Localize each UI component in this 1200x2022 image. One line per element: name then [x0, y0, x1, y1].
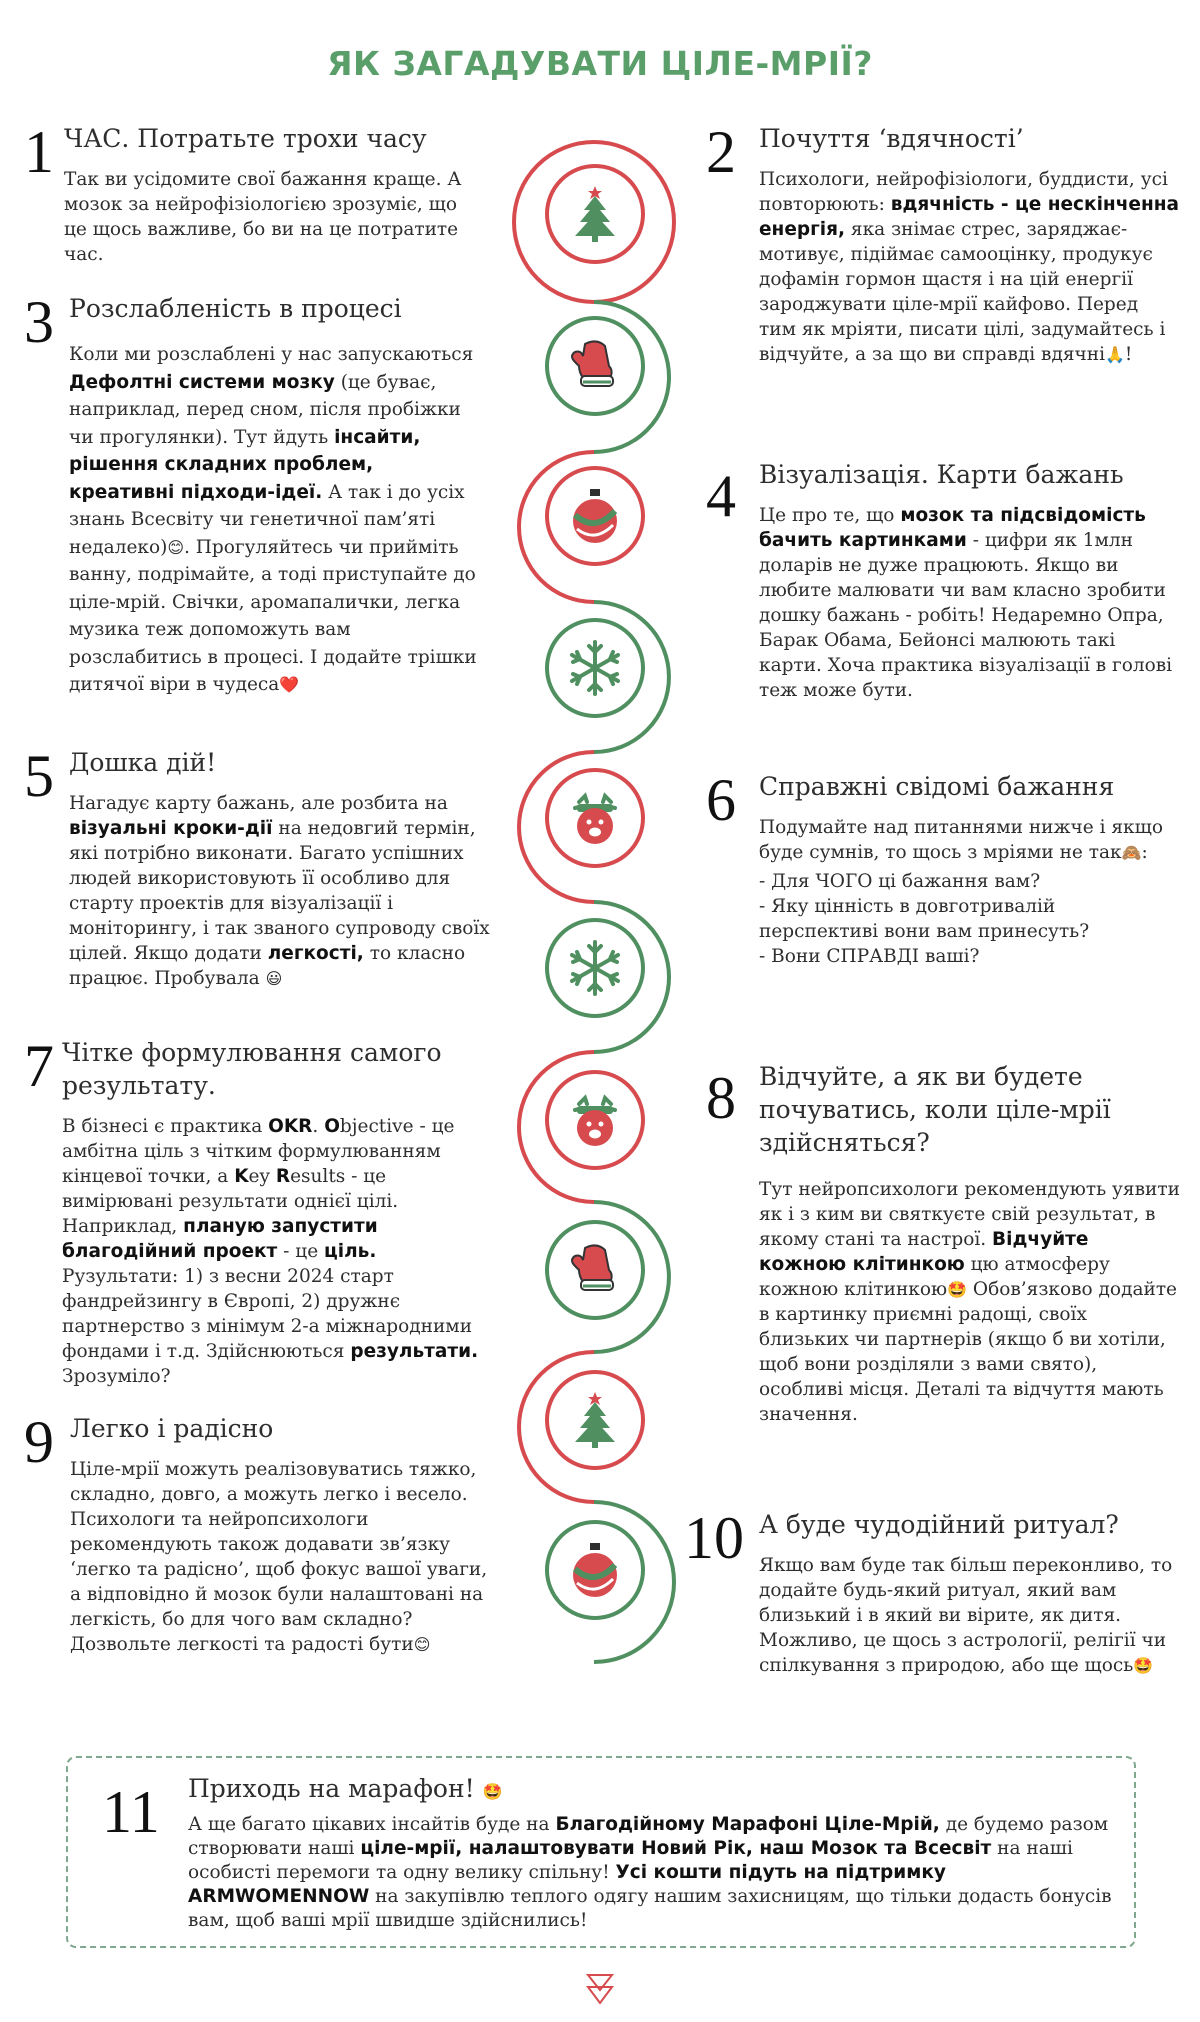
item-body: Нагадує карту бажань, але розбита на візуальні кроки-дії на недовгий термін, які потрібно виконати. Багато успішних людей використовують її особливо для старту проектів для візуалізації і моніторингу, і так званого супроводу своїх цілей. Якщо додати легкості, то класно працює. Пробувала 😃	[69, 793, 490, 989]
item-heading: Легко і радісно	[70, 1414, 274, 1443]
item-body: Коли ми розслаблені у нас запускаються Дефолтні системи мозку (це буває, наприклад, перед сном, після пробіжки чи прогулянки). Тут йдуть інсайти, рішення складних проблем, креативні підходи-ідеї. А так і до усіх знань Всесвіту чи генетичної пам’яті недалеко)😊. Прогуляйтесь чи прийміть ванну, подрімайте, а тоді приступайте до ціле-мрій. Свічки, аромапалички, легка музика теж допоможуть вам розслабитись в процесі. І додайте трішки дитячої віри в чудеса❤️	[69, 344, 477, 695]
item-number: 2	[706, 119, 736, 185]
item-heading: Дошка дій!	[69, 748, 217, 777]
item-9	[24, 1409, 494, 1657]
ornament-ball-circle	[545, 466, 645, 566]
item-number: 1	[24, 119, 54, 185]
item-number: 8	[706, 1065, 736, 1131]
item-heading: Справжні свідомі бажання	[759, 772, 1115, 801]
item-heading: ЧАС. Потратьте трохи часу	[64, 124, 427, 153]
item-number: 4	[706, 463, 736, 529]
reindeer-icon	[565, 1090, 625, 1150]
item-number: 6	[706, 767, 736, 833]
item-heading: А буде чудодійний ритуал?	[759, 1510, 1119, 1539]
item-heading: Чітке формулювання самого результату.	[62, 1038, 442, 1100]
item-3	[24, 289, 484, 699]
item-body: Психологи, нейрофізіологи, буддисти, усі повторюють: вдячність - це нескінченна енергія, яка знімає стрес, заряджає-мотивує, підіймає самооцінку, продукує дофамін гормон щастя і на цій енергії зароджувати ціле-мрії кайфово. Перед тим як мріяти, писати цілі, задумайтесь і відчуйте, а за що ви справді вдячні🙏!	[759, 169, 1180, 365]
ornament-ball-icon	[567, 485, 623, 547]
christmas-tree-circle-2	[545, 1370, 645, 1470]
item-number: 9	[24, 1409, 54, 1475]
item-7	[24, 1033, 494, 1389]
ornament-ball-circle-2	[545, 1520, 645, 1620]
mitten-icon	[565, 1240, 625, 1300]
scroll-down-arrow-icon	[585, 1972, 615, 2006]
list-item: - Яку цінність в довготривалій перспективі вони вам принесуть?	[759, 896, 1090, 942]
list-item: - Для ЧОГО ці бажання вам?	[759, 871, 1041, 892]
page-title: ЯК ЗАГАДУВАТИ ЦІЛЕ-МРІЇ?	[327, 44, 873, 83]
item-body: Подумайте над питаннями нижче і якщо буде сумнів, то щось з мріями не так🙈: - Для ЧОГО ці бажання вам? - Яку цінність в довготривалій перспективі вони вам принесуть? - Вони СПРАВДІ ваші?	[759, 815, 1180, 969]
snowflake-circle	[545, 618, 645, 718]
item-number: 10	[684, 1505, 744, 1571]
list-item: - Вони СПРАВДІ ваші?	[759, 946, 980, 967]
christmas-tree-icon	[568, 182, 622, 246]
reindeer-circle-2	[545, 1070, 645, 1170]
item-6	[706, 767, 1180, 969]
snowflake-circle-2	[545, 918, 645, 1018]
item-number: 7	[24, 1033, 54, 1099]
item-10	[684, 1505, 1180, 1678]
item-8	[706, 1060, 1180, 1427]
item-heading: Приходь на марафон! 🤩	[188, 1774, 503, 1803]
snowflake-icon	[565, 638, 625, 698]
ornament-ball-icon	[567, 1539, 623, 1601]
item-heading: Візуалізація. Карти бажань	[759, 460, 1124, 489]
item-2	[706, 119, 1180, 367]
snowflake-icon	[565, 938, 625, 998]
item-heading: Відчуйте, а як ви будете почуватись, коли ціле-мрії здійсняться?	[759, 1062, 1111, 1157]
item-body: Тут нейропсихологи рекомендують уявити як і з ким ви святкуєте свій результат, в якому стані та настрої. Відчуйте кожною клітинкою цю атмосферу кожною клітинкою🤩 Обов’язково додайте в картинку приємні радощі, своїх близьких чи партнерів (якщо б ви хотіли, щоб вони розділяли з вами свято), особливі місця. Деталі та відчуття мають значення.	[759, 1179, 1180, 1425]
item-body: А ще багато цікавих інсайтів буде на Благодійному Марафоні Ціле-Мрій, де будемо разом створювати наші ціле-мрії, налаштовувати Новий Рік, наш Мозок та Всесвіт на наші особисті перемоги та одну велику спільну! Усі кошти підуть на підтримку ARMWOMENNOW на закупівлю теплого одягу нашим захисницям, що тільки додасть бонусів вам, щоб ваші мрії швидше здійснились!	[188, 1814, 1112, 1931]
mitten-circle	[545, 316, 645, 416]
item-number: 11	[102, 1779, 160, 1845]
item-body: Якщо вам буде так більш переконливо, то додайте будь-який ритуал, який вам близький і в який ви вірите, як дитя. Можливо, це щось з астрології, релігії чи спілкування з природою, або ще щось🤩	[759, 1555, 1173, 1676]
reindeer-circle	[545, 768, 645, 868]
reindeer-icon	[565, 788, 625, 848]
item-1	[24, 119, 474, 267]
question-list	[759, 869, 1180, 969]
item-body: В бізнесі є практика OKR. Objective - це амбітна ціль з чітким формулюванням кінцевої точки, а Key Results - це вимірювані результати однієї цілі. Наприклад, планую запустити благодійний проект - це ціль. Рузультати: 1) з весни 2024 старт фандрейзингу в Європі, 2) дружнє партнерство з мінімум 2-а міжнародними фондами і т.д. Здійснюються результати. Зрозуміло?	[62, 1116, 479, 1387]
mitten-circle-2	[545, 1220, 645, 1320]
item-number: 5	[24, 743, 54, 809]
item-heading: Розслабленість в процесі	[69, 294, 402, 323]
item-body: Це про те, що мозок та підсвідомість бачить картинками - цифри як 1млн доларів не дуже працюють. Якщо ви любите малювати чи вам класно зробити дошку бажань - робіть! Недаремно Опра, Барак Обама, Бейонсі малюють такі карти. Хоча практика візуалізації в голові теж може бути.	[759, 505, 1173, 701]
item-body: Ціле-мрії можуть реалізовуватись тяжко, складно, довго, а можуть легко і весело. Психологи та нейропсихологи рекомендують також додавати зв’язку ‘легко та радісно’, щоб фокус вашої уваги, а відповідно й мозок були налаштовані на легкість, бо для чого вам складно? Дозвольте легкості та радості бути😊	[70, 1459, 488, 1655]
christmas-tree-icon	[568, 1388, 622, 1452]
christmas-tree-circle	[545, 164, 645, 264]
mitten-icon	[565, 336, 625, 396]
item-5	[24, 743, 494, 991]
item-number: 3	[24, 289, 54, 355]
item-heading: Почуття ‘вдячності’	[759, 124, 1024, 153]
marathon-box	[66, 1756, 1136, 1948]
item-body: Так ви усідомите свої бажання краще. А мозок за нейрофізіологією зрозуміє, що це щось важливе, бо ви на це потратите час.	[64, 169, 462, 265]
item-4	[706, 458, 1180, 703]
